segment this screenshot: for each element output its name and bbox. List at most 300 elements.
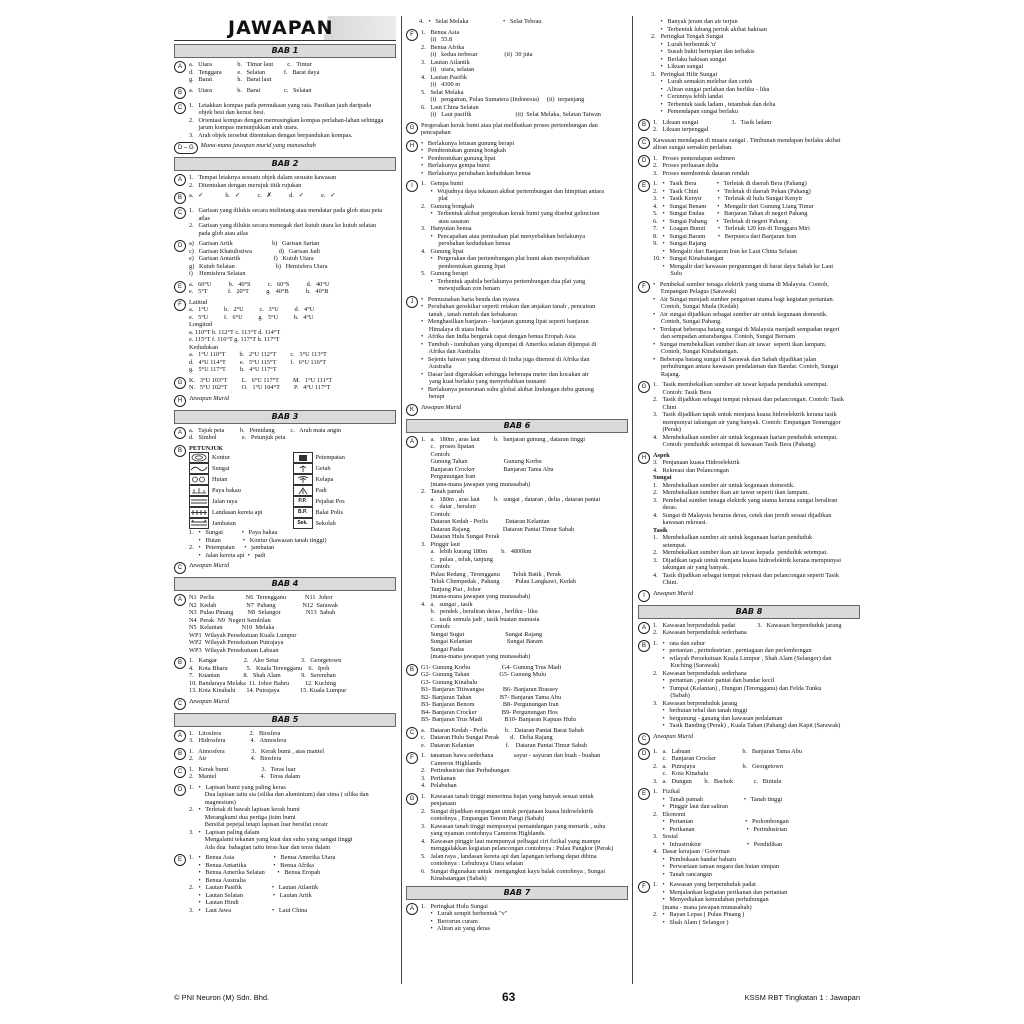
answer-line: • Perubahan geoskikar seperti retakan dan anjakan tanah , pencairan bbox=[421, 303, 596, 310]
section-body bbox=[189, 102, 396, 140]
answer-line: i) Hemisfera Selatan bbox=[189, 270, 246, 277]
answer-section bbox=[406, 404, 628, 416]
answer-line: 2. Ekonomi bbox=[653, 810, 686, 818]
answer-line: • Lurah berbentuk 'u' bbox=[651, 40, 717, 48]
answer-line: 6. Sungai digunakan untuk mengangkut kayu balak contohnya , Sungai bbox=[421, 867, 605, 875]
answer-line: pembentukan gunung lipat bbox=[421, 262, 506, 270]
answer-section bbox=[638, 155, 860, 178]
answer-line: Sungai Kelantan Sungai Baram bbox=[421, 638, 543, 645]
answer-line: Contoh: penduduk setempat di kawasan Tasik Bera (Pahang) bbox=[653, 441, 816, 448]
answer-line: 4. • Selat Melaka • Selat Tebrau bbox=[419, 18, 542, 25]
section-body bbox=[189, 594, 396, 654]
section-marker: B bbox=[174, 87, 186, 99]
answer-line: (i) pengairan, Pulau Sumatera (Indonesia) (ii) terpanjang bbox=[421, 96, 585, 103]
answer-section bbox=[174, 395, 396, 407]
legend-note-line: 1. • Sungai • Paya bakau bbox=[189, 529, 278, 536]
chapter-header: BAB 7 bbox=[406, 886, 628, 900]
answer-line: Pulau Redang , Terengganu Teluk Batik , Perak bbox=[421, 570, 561, 578]
answer-line: Kuching (Sarawak) bbox=[653, 662, 720, 669]
answer-line: Contoh: bbox=[421, 510, 451, 518]
section-body bbox=[189, 657, 396, 695]
answer-section bbox=[174, 102, 396, 140]
answer-line: • Dasar laut digerakkan sehingga beberapa meter dan kocakan air bbox=[421, 370, 589, 378]
answer-section bbox=[174, 854, 396, 914]
section-marker: G bbox=[406, 793, 418, 805]
legend-label: Padi bbox=[315, 486, 327, 494]
answer-line: Sungai Padas bbox=[421, 645, 465, 653]
section-marker: H bbox=[638, 452, 650, 464]
section-body bbox=[189, 854, 396, 914]
answer-line: 10. • Sungai Kinabatangan bbox=[653, 255, 724, 262]
answer-line: 1. tanaman hawa sederhana sayur - sayuran dan buah - buahan bbox=[421, 752, 601, 759]
answer-line: Afrika dan Australia bbox=[421, 348, 480, 355]
legend-entry bbox=[293, 485, 397, 496]
section-body bbox=[651, 18, 860, 116]
answer-line: Contoh: bbox=[421, 623, 451, 630]
answer-section bbox=[174, 240, 396, 278]
answer-section bbox=[406, 18, 628, 26]
answer-line: 5. Gunung berapi bbox=[421, 270, 469, 277]
section-marker: E bbox=[638, 788, 650, 800]
answer-line: • Aliran sungai perlahan dan berliku - liku bbox=[651, 85, 770, 93]
answer-line: a. 1°U 110°T b. 2°U 112°T c. 3°U 113°T bbox=[189, 351, 327, 358]
answer-line: c. proses lipatan bbox=[421, 443, 475, 450]
chapter-header: BAB 3 bbox=[174, 410, 396, 424]
answer-line: 2. • Tasik Chini • Terletak di daerah Pekan (Pahang) bbox=[653, 187, 811, 195]
answer-line: Dataran Kedah - Perlis Dataran Kelantan bbox=[421, 518, 550, 525]
answer-line: Ada dua bahagian iaitu teras luar dan teras dalam bbox=[189, 843, 331, 851]
section-body bbox=[189, 698, 396, 706]
answer-line: e) Garisan Antartik f) Kutub Utara bbox=[189, 255, 314, 262]
answer-line: 5. • Sungai Endau • Banjaran Tahan di negeri Pahang bbox=[653, 210, 808, 217]
section-body bbox=[653, 640, 860, 730]
answer-line: Contoh, Sungai Pahang. bbox=[653, 318, 722, 325]
answer-line: • Lautan Selatan • Lautan Artik bbox=[189, 891, 312, 899]
answer-section bbox=[174, 377, 396, 392]
answer-line: (i) 55.8 bbox=[421, 36, 453, 43]
legend-label: Sekolah bbox=[315, 519, 336, 527]
answer-line: • Pemendapan sungai berlaku bbox=[651, 108, 739, 115]
section-marker: K bbox=[406, 404, 418, 416]
answer-section bbox=[174, 427, 396, 442]
answer-line: 2. Membekalkan sumber ikan air tawar kepada penduduk setempat. bbox=[653, 549, 828, 556]
answer-section bbox=[406, 140, 628, 178]
answer-line: Longitud bbox=[189, 321, 213, 328]
section-marker: C bbox=[174, 102, 186, 114]
answer-line: 3. Kawasan tanah tinggi mempunyai pemandangan yang menarik , suhu bbox=[421, 822, 606, 830]
section-body bbox=[653, 281, 860, 379]
legend-entry bbox=[189, 518, 293, 529]
answer-line: (Sabah) bbox=[653, 692, 690, 699]
answer-line: • Mengalir dari kawasan pergunungan di barat daya Sabah ke Laut bbox=[653, 262, 834, 270]
answer-line: kawasan rekreasi. bbox=[653, 519, 708, 526]
answer-line: g. Barat h. Barat laut bbox=[189, 76, 272, 83]
chapter-header: BAB 1 bbox=[174, 44, 396, 58]
answer-line: 4. Sungai di Malaysia berarus deras, cetek dan jernih sesuai dijadikan bbox=[653, 511, 832, 519]
answer-line: Jawapan Murid bbox=[653, 589, 694, 597]
answer-line: 4. Rekreasi dan Pelancongan bbox=[653, 466, 729, 474]
legend-label: Hutan bbox=[212, 475, 228, 483]
answer-line: • Pertanian • Perlombongan bbox=[653, 818, 789, 825]
answer-line: (mana-mana jawapan yang munasabah) bbox=[421, 480, 531, 488]
answer-line: • Terdapat beberapa batang sungai di Malaysia menjadi sempadan negeri bbox=[653, 325, 840, 333]
answer-line: • Aliran air yang deras bbox=[421, 925, 491, 932]
section-marker: C bbox=[638, 137, 650, 149]
section-marker: I bbox=[406, 180, 418, 192]
section-body bbox=[189, 395, 396, 403]
answer-line: c. pulau , teluk, tanjung bbox=[421, 555, 493, 563]
answer-line: WP1 Wilayah Persekutuan Kuala Lumpur bbox=[189, 631, 297, 639]
answer-line: 1. Membekalkan sumber air untuk kegunaan domestik. bbox=[653, 481, 795, 489]
answer-line: • Afrika dan India bergerak rapat dengan benua Eropah Asia bbox=[421, 333, 576, 340]
section-body bbox=[421, 122, 628, 137]
answer-line: 7. Kuantan 8. Shah Alam 9. Seremban bbox=[189, 672, 336, 679]
section-marker: B bbox=[174, 192, 186, 204]
legend-label: Paya bakau bbox=[212, 486, 241, 494]
answer-line: 6. Laut China Selatan bbox=[421, 103, 479, 111]
section-marker: A bbox=[174, 427, 186, 439]
page-title: JAWAPAN bbox=[174, 16, 396, 41]
answer-line: c. tasik semula jadi , tasik buatan manusia bbox=[421, 615, 540, 623]
answer-line: • Banyak jeram dan air terjun bbox=[651, 18, 738, 25]
answer-section bbox=[406, 122, 628, 137]
section-body bbox=[421, 29, 628, 119]
answer-section bbox=[174, 87, 396, 99]
section-marker: E bbox=[174, 281, 186, 293]
legend-label: Landasan kereta api bbox=[212, 508, 263, 516]
answer-line: G2- Gunung Tahan G5- Gunung Mulu bbox=[421, 671, 547, 678]
answer-line: yang nyaman contohnya Cameron Highlands. bbox=[421, 830, 546, 837]
answer-section bbox=[406, 793, 628, 883]
answer-line: Pergerakan kerak bumi atau plat melibatkan proses pertembungan dan bbox=[421, 121, 598, 129]
answer-line: a. Utara b. Timur laut c. Timur bbox=[189, 61, 312, 68]
answer-line: a. 180m , aras laut b. sungai , dataran , delta , dataran pantai bbox=[421, 495, 601, 503]
river-icon bbox=[189, 463, 209, 474]
chapter-header: BAB 5 bbox=[174, 713, 396, 727]
contour-icon bbox=[189, 452, 209, 463]
answer-section bbox=[174, 562, 396, 574]
answer-section bbox=[638, 137, 860, 152]
answer-line: 3. Penjanaan kuasa Hidroelektrik bbox=[653, 459, 740, 466]
section-body bbox=[419, 18, 628, 26]
answer-line: atau sasaran bbox=[421, 217, 469, 225]
answer-line: • Sejenis haiwan yang ditemui di India juga ditemui di Afrika dan bbox=[421, 355, 590, 363]
answer-line: 2. Mantel 4. Teras dalam bbox=[189, 773, 301, 780]
legend-label: Petempatan bbox=[315, 453, 345, 461]
answer-line: • Cerunnya lebih landai bbox=[651, 93, 723, 100]
legend-entry bbox=[189, 496, 293, 507]
answer-section bbox=[638, 119, 860, 134]
section-marker: B bbox=[174, 445, 186, 457]
legend-entry bbox=[189, 463, 293, 474]
answer-line: 4. Kota Bharu 5. Kuala Terengganu 6. Ipoh bbox=[189, 664, 330, 672]
answer-line: 4. a. sungai , tasik bbox=[421, 600, 473, 608]
section-body bbox=[189, 730, 396, 745]
answer-line: G3- Gunung Kinabalu bbox=[421, 678, 478, 686]
answer-line: 1. Tempat letaknya sesuatu objek dalam sesuatu kawasan bbox=[189, 174, 337, 181]
book-title: KSSM RBT Tingkatan 1 : Jawapan bbox=[744, 993, 860, 1002]
answer-line: 1. • Tasik Bera • Terletak di daerah Bera (Pahang) bbox=[653, 180, 807, 187]
answer-line: 3. Pinggir laut bbox=[421, 540, 461, 548]
answer-line: • Pencapahan atau pemisahan plat menyebabkan berlakunya bbox=[421, 232, 586, 240]
answer-line: 3. • Tasik Kenyir • Terletak di hulu Sungai Kenyir bbox=[653, 195, 803, 202]
answer-line: • Beberapa batang sungai di Sarawak dan Sabah dijadikan jalan bbox=[653, 355, 817, 363]
swamp-icon bbox=[189, 485, 209, 496]
answer-line: 2. Ditentukan dengan merujuk titik rujukan bbox=[189, 181, 302, 189]
answer-line: • Lurah sempit berbentuk "v" bbox=[421, 910, 508, 917]
answer-line: Mengalami tekanan yang kuat dan suhu yang sangat tinggi bbox=[189, 836, 353, 843]
page-footer bbox=[174, 990, 860, 1005]
answer-line: 3. • Laut Jawa • Laut China bbox=[189, 906, 308, 914]
section-marker: I bbox=[638, 590, 650, 602]
section-marker: C bbox=[638, 733, 650, 745]
answer-line: 4. Pelabuhan bbox=[421, 782, 457, 789]
answer-line: • Pembekal sumber tenaga elektrik yang utama di Malaysia. Contoh, bbox=[653, 280, 829, 288]
section-body bbox=[189, 427, 396, 442]
answer-section bbox=[638, 640, 860, 730]
answer-line: 2. Gunung bongkah bbox=[421, 202, 474, 210]
bridge-icon bbox=[189, 518, 209, 529]
answer-line: • Terbentuk apabila berlakunya pertembungan dua plat yang bbox=[421, 277, 586, 285]
answer-line: objek besi dan kerusi besi. bbox=[189, 109, 266, 116]
answer-line: a. Tajuk peta b. Pemidang c. Arah mata angin bbox=[189, 426, 342, 434]
answer-section bbox=[638, 622, 860, 637]
answer-section bbox=[638, 452, 860, 587]
answer-column-3 bbox=[638, 16, 860, 929]
section-body bbox=[189, 766, 396, 781]
answer-line: WP3 Wilayah Persekutuan Labuan bbox=[189, 646, 279, 654]
legend-right-column bbox=[293, 452, 397, 529]
answer-line: 1. a. 180m , aras laut b. banjaran gunung , dataran tinggi bbox=[421, 435, 586, 443]
answer-line: Chini bbox=[653, 403, 677, 411]
answer-section bbox=[174, 174, 396, 189]
answer-line: • Terbentuk tasik ladam , tetambak dan delta bbox=[651, 100, 776, 108]
answer-line: 4. Dasar kerajaan / Governan bbox=[653, 848, 730, 855]
answer-line: 3. Lautan Atlantik bbox=[421, 58, 470, 66]
chapter-header: BAB 6 bbox=[406, 419, 628, 433]
legend-entry bbox=[293, 496, 397, 507]
answer-line: a. Utara b. Barat c. Selatan bbox=[189, 86, 312, 94]
section-marker: J bbox=[406, 296, 418, 308]
answer-line: • berhutan tebal dan tanah tinggi bbox=[653, 707, 748, 714]
section-marker: A bbox=[174, 594, 186, 606]
answer-line: jarum kompas menunjukkan arah utara. bbox=[189, 124, 299, 131]
section-marker: H bbox=[406, 140, 418, 152]
answer-line: mewujudkan zon benam bbox=[421, 285, 500, 292]
answer-line: 2. Garisan yang dilukis secara menegak dari kutub utara ke kutub selatan bbox=[189, 222, 377, 229]
answer-line: 1. Atmosfera 3. Kerak bumi , atas mantel bbox=[189, 747, 325, 755]
section-marker: D bbox=[638, 748, 650, 760]
answer-line: 1. Kawasan berpenduduk padat 3. Kawasan berpenduduk jarang bbox=[653, 621, 842, 629]
answer-line: Contoh, Sungai Kinabatangan. bbox=[653, 348, 739, 355]
section-body bbox=[653, 748, 860, 786]
section-body bbox=[421, 727, 628, 750]
answer-line: 4. Tasik dijadikan sebagai tempat rekreasi dan pelancongan seperti Tasik bbox=[653, 571, 839, 579]
answer-line: 3. Kawasan berpenduduk jarang bbox=[653, 699, 738, 707]
answer-line: 4. Lautan Pasifik bbox=[421, 73, 467, 81]
answer-line: • wilayah Persekutuan Kuala Lumpur , Shah Alam (Selangor) dan bbox=[653, 654, 832, 662]
section-marker: C bbox=[406, 727, 418, 739]
answer-section bbox=[174, 207, 396, 237]
answer-section bbox=[174, 281, 396, 296]
answer-line: setempat. bbox=[653, 541, 687, 549]
answer-line: dan sempadan antarabangsa. Contoh, Sungai Bernam bbox=[653, 333, 795, 340]
answer-line: 1. Kerak bumi 3. Teras luar bbox=[189, 765, 296, 773]
answer-line: 3. • Lapisan paling dalam bbox=[189, 828, 260, 836]
section-body bbox=[653, 452, 860, 587]
answer-line: contohnya , Empangan Tenom Pangi (Sabah) bbox=[421, 815, 545, 822]
answer-line: Himalaya di utara India bbox=[421, 325, 489, 333]
section-body bbox=[201, 142, 396, 150]
answer-line: N. 5°U 102°T O. 1°U 104°T P. 4°U 117°T bbox=[189, 384, 331, 391]
answer-line: 3. a. Dungun b. Bachok c. Bintulu bbox=[653, 777, 782, 785]
answer-line: • Terbentuk akibat pergerakan kerak bumi yang disebut gelinciran bbox=[421, 210, 600, 217]
answer-section bbox=[174, 766, 396, 781]
answer-line: atlas bbox=[189, 214, 210, 222]
answer-line: • Pembukaan bandar baharu bbox=[653, 855, 737, 863]
answer-line: 4. Kawasan pinggir laut mempunyai pelbagai ciri fizikal yang mampu bbox=[421, 837, 601, 845]
answer-line: Jawapan Murid bbox=[189, 394, 230, 402]
answer-line: d. Simbol e. Petunjuk peta bbox=[189, 434, 286, 441]
answer-line: Banjaran Crocker Banjaran Tama Abu bbox=[421, 465, 554, 473]
answer-line: Dataran Rajang Dataran Pantai Timur Sabah bbox=[421, 525, 575, 533]
answer-line: • Likuan sungai bbox=[651, 63, 704, 70]
answer-line: perhubungan antara kawasan pendalaman dan Bandar. Contoh, Sungai bbox=[653, 363, 839, 370]
answer-line: 3. Sosial bbox=[653, 833, 678, 840]
section-marker: F bbox=[174, 299, 186, 311]
chapter-header: BAB 4 bbox=[174, 577, 396, 591]
answer-line: 2. Tasik dijadikan sebagai tempat rekreasi dan pelancongan. Contoh: Tasik bbox=[653, 396, 845, 403]
answer-section bbox=[174, 299, 396, 374]
answer-line: • Pergerakan dan pertembungan plat bumi akan menyebabkan bbox=[421, 255, 590, 262]
answer-line: Cameron Highlands bbox=[421, 759, 481, 767]
answer-section bbox=[406, 727, 628, 750]
answer-line: N4 Perak N9 Negeri Sembilan bbox=[189, 616, 271, 624]
rubber-icon bbox=[293, 463, 313, 474]
answer-line: pencapahan bbox=[421, 129, 451, 136]
answer-line: • Perikanan • Perindustrian bbox=[653, 825, 788, 833]
answer-line: a) Garisan Artik b) Garisan Sartan bbox=[189, 240, 320, 247]
answer-line: Dua lapisan iaitu sia (silika dan aluminium) dan sima ( silika dan bbox=[189, 791, 369, 798]
section-marker: F bbox=[406, 29, 418, 41]
legend-entry bbox=[293, 452, 397, 463]
answer-line: 1. • rata dan subur bbox=[653, 639, 706, 647]
answer-line: Kawasan mendapan di muara sungai . Timbunan mendapan berlaku akibat bbox=[653, 136, 841, 144]
answer-line: 1. Kangar 2. Alor Setar 3. Georgetown bbox=[189, 657, 342, 664]
answer-section bbox=[406, 29, 628, 119]
section-marker: B bbox=[638, 119, 650, 131]
answer-section bbox=[406, 752, 628, 790]
section-body bbox=[653, 155, 860, 178]
answer-line: Latitud bbox=[189, 298, 208, 306]
answer-line: 1. Tasik membekalkan sumber air tawar kepada penduduk setempat. bbox=[653, 381, 828, 388]
answer-line: 1. Benua Asia bbox=[421, 28, 460, 36]
answer-section bbox=[406, 903, 628, 933]
answer-line: 3. Proses membentuk dataran rendah bbox=[653, 169, 749, 177]
answer-line: • bergunung - ganang dan kawasan pedalaman bbox=[653, 714, 783, 722]
answer-line: Contoh: bbox=[421, 563, 451, 570]
legend-label: Jambatan bbox=[212, 519, 236, 527]
answer-line: Chini. bbox=[653, 579, 679, 586]
answer-section bbox=[174, 698, 396, 710]
answer-line: Sungai Sugut Sungai Rajang bbox=[421, 630, 543, 638]
answer-line: 7. • Loagan Bunut • Terletak 120 km di Tenggara Miri bbox=[653, 225, 810, 232]
answer-line: mempunyai takungan air yang banyak. Contoh: Empangan Temenggor bbox=[653, 418, 841, 426]
answer-line: 1. Fizikal bbox=[653, 788, 680, 795]
answer-line: plat bbox=[421, 195, 448, 202]
answer-line: d. 4°U 114°T e. 5°U 115°T f. 6°U 116°T bbox=[189, 358, 327, 366]
answer-line: e. 5°T f. 20°T g. 40°B h. 40°B bbox=[189, 288, 329, 295]
legend-label: Pejabat Pos bbox=[315, 497, 345, 505]
answer-section bbox=[174, 445, 396, 560]
answer-section bbox=[174, 730, 396, 745]
answer-line: 9. • Sungai Rajang bbox=[653, 240, 707, 247]
answer-line: deras. bbox=[653, 504, 678, 511]
section-marker: D bbox=[174, 240, 186, 252]
answer-line: N2 Kedah N7 Pahang N12 Sarawak bbox=[189, 601, 339, 609]
section-marker: A bbox=[174, 174, 186, 186]
answer-line: Bersifat pepejal tetapi lapisan luar bersifat cecair bbox=[189, 821, 328, 828]
answer-line: a. lebih kurang 180m b. 4800km bbox=[421, 548, 532, 555]
paddy-icon bbox=[293, 485, 313, 496]
section-body bbox=[421, 140, 628, 178]
answer-line: • Tanah rancangan bbox=[653, 870, 712, 878]
answer-line: 2. Benua Afrika bbox=[421, 43, 465, 51]
legend-note-line: • Jalan kereta api • padi bbox=[189, 551, 266, 559]
section-marker: C bbox=[174, 698, 186, 710]
legend-badge: P.P. bbox=[293, 496, 313, 507]
section-marker: F bbox=[638, 281, 650, 293]
forest-icon bbox=[189, 474, 209, 485]
answer-line: 1. • Lapisan bumi yang paling keras bbox=[189, 783, 286, 791]
legend-entry bbox=[189, 485, 293, 496]
answer-line: 2. Proses perluasan delta bbox=[653, 162, 719, 169]
answer-line: • Tumbuh - tumbuhan yang dijumpai di Amerika selatan dijumpai di bbox=[421, 340, 597, 348]
answer-line: penjanaan bbox=[421, 800, 456, 807]
legend-label: Balai Polis bbox=[315, 508, 343, 516]
section-body bbox=[421, 903, 628, 933]
answer-section bbox=[406, 664, 628, 724]
answer-line: c. datar , beralun bbox=[421, 503, 476, 510]
answer-line: 2. • Terletak di bawah lapisan kerak bumi bbox=[189, 806, 300, 813]
answer-line: (Perak) bbox=[653, 426, 681, 433]
section-marker: E bbox=[174, 854, 186, 866]
answer-section bbox=[406, 296, 628, 401]
answer-section bbox=[174, 657, 396, 695]
answer-line: Kinabatangan (Sabah) bbox=[421, 875, 487, 882]
answer-line: • Mengalir dari Banjaran Iran ke Laut China Selatan bbox=[653, 247, 798, 255]
legend-entry bbox=[189, 452, 293, 463]
section-marker: C bbox=[174, 562, 186, 574]
answer-line: • Terbentuk lubang periuk akibat hakisan bbox=[651, 25, 767, 33]
answer-line: Jawapan Murid bbox=[653, 732, 694, 740]
answer-line: • Susuh bukit bertepian dan terhakis bbox=[651, 48, 755, 55]
answer-line: 2. Membekalkan sumber ikan air tawar seperti ikan lampam. bbox=[653, 489, 809, 496]
answer-line: e. Dataran Kelantan f. Dataran Pantai Timur Sabah bbox=[421, 741, 587, 749]
answer-line: (i) 4300 m bbox=[421, 81, 461, 88]
answer-line: Contoh: Tasik Bera bbox=[653, 388, 712, 396]
answer-line: • Lautan Hindi bbox=[189, 899, 239, 906]
section-body bbox=[189, 748, 396, 763]
answer-section bbox=[174, 192, 396, 204]
answer-line: (mana-mana jawapan yang munasabah) bbox=[421, 593, 531, 600]
answer-line: Rajang. bbox=[653, 370, 681, 378]
answer-line: • Pemusnahan harta benda dan nyawa bbox=[421, 295, 520, 303]
legend-entry bbox=[293, 507, 397, 518]
railway-icon bbox=[189, 507, 209, 518]
answer-line: 1. Peringkat Hulu Sungai bbox=[421, 902, 488, 910]
answer-line: 1. Litosfera 2. Biosfera bbox=[189, 729, 281, 737]
